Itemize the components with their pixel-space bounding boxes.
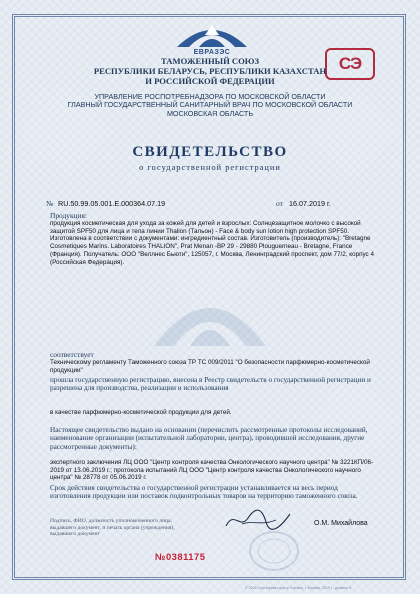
validity-statement: Срок действия свидетельства о государственной регистрации устанавливается на весь период изготовления продукции или поставок подконтрольных товаров на территорию таможенного союза. xyxy=(50,484,358,501)
signature-icon xyxy=(222,506,294,532)
document-title: СВИДЕТЕЛЬСТВО xyxy=(132,144,288,160)
registration-number: RU.50.99.05.001.E.000364.07.19 xyxy=(58,199,166,208)
form-serial-number: №0381175 xyxy=(155,551,206,562)
authority-header xyxy=(40,93,380,118)
document-subtitle: о государственной регистрации xyxy=(139,163,281,172)
number-label: № xyxy=(46,199,54,208)
product-description: продукция косметическая для ухода за кожей для детей и взрослых: Солнцезащитное молочко с высокой защитой SPF50 для лица и тела линии Thalion (Тальон) - Face & body sun lotion high protection SPF50. Изготовлена в соответствии с документами: ингредиентный состав. Изготовитель (производитель): "Bretagne Cosmetiques Marins. Laboratoires THALION", Prat Menan -BP 29 - 29880 Plouguerneau - Bretagne, France (Франция). Получатель: ООО "Веллнес Бьюти", 125057, г. Москва, Ленинградский проспект, дом 77/2, корпус 4 (Российская Федерация). xyxy=(50,220,374,266)
union-line: И РОССИЙСКОЙ ФЕДЕРАЦИИ xyxy=(145,76,275,86)
registration-statement: прошла государственную регистрацию, внесена в Реестр свидетельств о государственной регистрации и разрешена для производства, реализации и использования xyxy=(50,376,371,393)
seal-icon xyxy=(248,530,300,572)
authority-line: УПРАВЛЕНИЕ РОСПОТРЕБНАДЗОРА ПО МОСКОВСКОЙ ОБЛАСТИ xyxy=(94,92,326,101)
basis-documents: экспертного заключения ЛЦ ООО "Центр контроля качества Онкологического научного центра" № 3221КП/06-2019 от 13.06.2019 г.; протокола испытаний ЛЦ ООО "Центр контроля качества Онкологического научного центра" № 28778 от 05.06.2019 г. xyxy=(50,459,374,482)
basis-intro: Настоящее свидетельство выдано на основании (перечислить рассмотренные протоколы исследований, наименование организации (испытательной лаборатории, центра), проводившей исследования, другие рассмотренные документы): xyxy=(50,426,368,451)
handwritten-signature xyxy=(222,506,294,532)
watermark-icon xyxy=(150,280,270,350)
conformity-mark: СЭ xyxy=(325,48,375,80)
date-label: от xyxy=(276,199,283,208)
union-header xyxy=(50,56,370,86)
usage-statement: в качестве парфюмерно-косметической продукции для детей. xyxy=(50,409,232,416)
union-line: ТАМОЖЕННЫЙ СОЮЗ xyxy=(160,56,260,66)
authority-line: МОСКОВСКАЯ ОБЛАСТЬ xyxy=(166,108,254,118)
official-seal xyxy=(248,530,300,572)
conformity-label: соответствует xyxy=(50,350,94,359)
emblem-label: ЕВРАЗЭС xyxy=(193,49,231,56)
authority-line: ГЛАВНЫЙ ГОСУДАРСТВЕННЫЙ САНИТАРНЫЙ ВРАЧ ПО МОСКОВСКОЙ ОБЛАСТИ xyxy=(67,100,353,110)
eurasec-emblem xyxy=(175,17,249,56)
signature-caption: Подпись, ФИО, должность уполномоченного лица, выдавшего документ, и печать органа (учреждения), выдавшего документ xyxy=(50,518,175,538)
microtext-line xyxy=(36,125,384,129)
registration-date: 16.07.2019 г. xyxy=(289,199,331,208)
product-label: Продукция: xyxy=(50,211,87,220)
signer-name: О.М. Михайлова xyxy=(314,520,368,527)
conformity-text: Техническому регламенту Таможенного союза ТР ТС 009/2011 "О безопасности парфюмерно-косметической продукции" xyxy=(50,359,370,374)
eurasec-watermark xyxy=(150,280,270,350)
print-footer: © 2009 Сертификат-центр Гознака, г. Москва, 2019 г., уровень Б xyxy=(245,586,352,590)
union-line: РЕСПУБЛИКИ БЕЛАРУСЬ, РЕСПУБЛИКИ КАЗАХСТАН xyxy=(93,66,327,76)
eurasec-emblem-icon xyxy=(175,17,249,51)
